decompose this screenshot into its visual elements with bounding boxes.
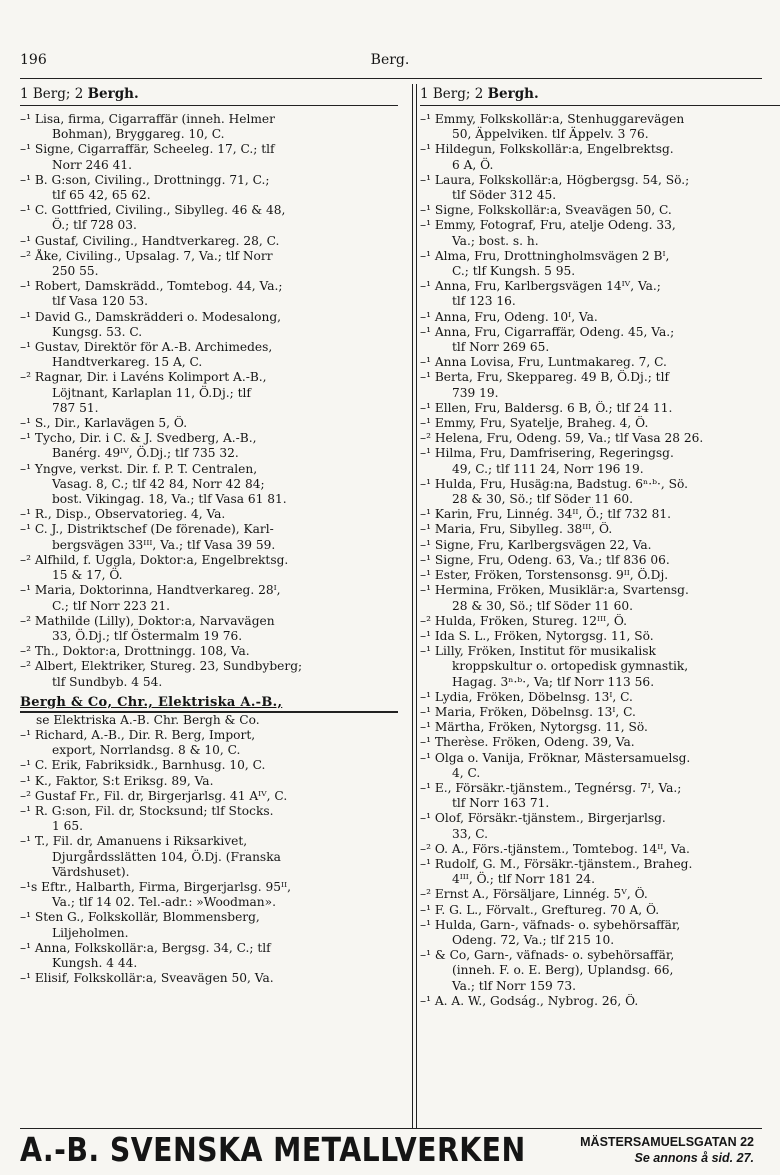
directory-entry	[420, 735, 780, 750]
entry-line: –¹ Ellen, Fru, Baldersg. 6 B, Ö.; tlf 24 11.	[420, 400, 673, 415]
entry-line: –¹ Rudolf, G. M., Försäkr.-tjänstem., Braheg.	[420, 856, 693, 871]
directory-entry	[420, 705, 780, 720]
directory-entry	[420, 477, 780, 507]
right-column	[420, 84, 780, 1009]
directory-entry	[420, 112, 780, 142]
entry-line: –¹ Hulda, Fru, Husäg:na, Badstug. 6ⁿ·ᵇ·, Sö.	[420, 476, 689, 491]
directory-entry	[420, 279, 780, 309]
entry-continuation: tlf Norr 269 65.	[452, 340, 550, 355]
directory-entry	[20, 774, 398, 789]
right-entries	[420, 112, 780, 1009]
directory-entry	[20, 880, 398, 910]
advertiser-address: MÄSTERSAMUELSGATAN 22	[580, 1135, 754, 1149]
column-separator	[412, 84, 413, 1128]
heading-name: Bergh.	[487, 86, 539, 102]
entry-line: –¹ Signe, Folkskollär:a, Sveavägen 50, C.	[420, 203, 672, 218]
entry-continuation: Ö.; tlf 728 03.	[52, 218, 137, 233]
entry-line: –¹ T., Fil. dr, Amanuens i Riksarkivet,	[20, 834, 248, 849]
entry-line: –¹ Signe, Fru, Odeng. 63, Va.; tlf 836 06.	[420, 552, 670, 567]
directory-entry	[420, 401, 780, 416]
directory-entry	[420, 918, 780, 948]
entry-line: –¹ S., Dir., Karlavägen 5, Ö.	[20, 416, 188, 431]
directory-entry	[20, 507, 398, 522]
entry-line: –¹ Laura, Folkskollär:a, Högbergsg. 54, Sö.;	[420, 172, 690, 187]
left-entries	[20, 112, 398, 690]
entry-line: –² Alfhild, f. Uggla, Doktor:a, Engelbrektsg.	[20, 552, 289, 567]
footer-advertisement	[20, 1130, 762, 1168]
directory-entry	[420, 887, 780, 902]
directory-entry	[420, 720, 780, 735]
entry-line: –¹ Ester, Fröken, Torstensonsg. 9ᴵᴵ, Ö.Dj.	[420, 568, 669, 583]
entry-line: –¹ Ida S. L., Fröken, Nytorgsg. 11, Sö.	[420, 628, 654, 643]
entry-line: –¹s Eftr., Halbarth, Firma, Birgerjarlsg. 95ᴵᴵ,	[20, 879, 291, 894]
entry-line: –¹ Anna, Fru, Odeng. 10ᴵ, Va.	[420, 309, 598, 324]
entry-line: –¹ Maria, Fru, Sibylleg. 38ᴵᴵᴵ, Ö.	[420, 522, 613, 537]
directory-entry	[420, 690, 780, 705]
entry-continuation: Va.; tlf Norr 159 73.	[452, 978, 577, 993]
right-column-heading	[420, 84, 780, 106]
entry-line: –² Albert, Elektriker, Stureg. 23, Sundbyberg;	[20, 659, 303, 674]
entry-line: –¹ K., Faktor, S:t Eriksg. 89, Va.	[20, 773, 214, 788]
entry-line: –¹ Elisif, Folkskollär:a, Sveavägen 50, Va.	[20, 971, 274, 986]
heading-prefix: 1 Berg; 2	[420, 86, 484, 102]
directory-entry	[420, 994, 780, 1009]
entry-continuation: Handtverkareg. 15 A, C.	[52, 355, 203, 370]
directory-entry	[20, 583, 398, 613]
entry-line: –¹ Emmy, Folkskollär:a, Stenhuggarevägen	[420, 112, 685, 126]
entry-line: –² Gustaf Fr., Fil. dr, Birgerjarlsg. 41 Aᴵⱽ, C.	[20, 788, 288, 803]
directory-entry	[20, 416, 398, 431]
directory-entry	[20, 910, 398, 940]
entry-line: –¹ Anna, Fru, Cigarraffär, Odeng. 45, Va.;	[420, 324, 675, 339]
footer-rule	[20, 1128, 762, 1129]
directory-entry	[420, 507, 780, 522]
directory-entry	[20, 431, 398, 461]
directory-entry	[20, 234, 398, 249]
entry-continuation: 50, Äppelviken. tlf Äppelv. 3 76.	[452, 127, 649, 142]
entry-line: –¹ Signe, Cigarraffär, Scheeleg. 17, C.; tlf	[20, 142, 275, 157]
directory-entry	[20, 758, 398, 773]
entry-line: –¹ Alma, Fru, Drottningholmsvägen 2 Bᴵ,	[420, 248, 670, 263]
directory-entry	[20, 834, 398, 880]
directory-entry	[420, 203, 780, 218]
entry-continuation: 739 19.	[452, 385, 499, 400]
entry-line: –¹ Emmy, Fru, Syatelje, Braheg. 4, Ö.	[420, 416, 649, 431]
entry-continuation: bergsvägen 33ᴵᴵᴵ, Va.; tlf Vasa 39 59.	[52, 537, 276, 552]
entry-line: –² Ragnar, Dir. i Lavéns Kolimport A.-B.,	[20, 370, 267, 385]
directory-entry	[20, 279, 398, 309]
directory-entry	[420, 522, 780, 537]
entry-line: –¹ Gustav, Direktör för A.-B. Archimedes,	[20, 340, 273, 355]
entry-continuation: 33, Ö.Dj.; tlf Östermalm 19 76.	[52, 628, 243, 643]
running-head: Berg.	[370, 52, 410, 68]
entry-continuation: tlf Vasa 120 53.	[52, 294, 149, 309]
entry-continuation: Kungsg. 53. C.	[52, 324, 143, 339]
entry-line: –¹ Hulda, Garn-, väfnads- o. sybehörsaffär,	[420, 917, 681, 932]
directory-entry	[420, 751, 780, 781]
entry-line: –¹ Lilly, Fröken, Institut för musikalisk	[420, 644, 656, 659]
entry-continuation: 6 A, Ö.	[452, 157, 494, 172]
directory-entry	[20, 728, 398, 758]
heading-prefix: 1 Berg; 2	[20, 86, 84, 102]
entry-continuation: Hagag. 3ⁿ·ᵇ·, Va; tlf Norr 113 56.	[452, 674, 655, 689]
entry-continuation: Banérg. 49ᴵⱽ, Ö.Dj.; tlf 735 32.	[52, 446, 239, 461]
column-separator-inner	[416, 84, 417, 1128]
entry-continuation: tlf Sundbyb. 4 54.	[52, 674, 163, 689]
directory-entry	[20, 789, 398, 804]
directory-entry	[420, 446, 780, 476]
directory-entry	[420, 583, 780, 613]
entry-continuation: (inneh. F. o. E. Berg), Uplandsg. 66,	[452, 963, 674, 978]
entry-line: –¹ B. G:son, Civiling., Drottningg. 71, C.;	[20, 172, 270, 187]
directory-entry	[420, 431, 780, 446]
directory-entry	[420, 173, 780, 203]
entry-line: –¹ C. Erik, Fabriksidk., Barnhusg. 10, C.	[20, 758, 266, 773]
entry-line: –¹ Maria, Doktorinna, Handtverkareg. 28ᴵ,	[20, 583, 281, 598]
entry-line: –¹ Sten G., Folkskollär, Blommensberg,	[20, 910, 260, 925]
entry-line: –² Åke, Civiling., Upsalag. 7, Va.; tlf Norr	[20, 248, 273, 263]
directory-entry	[420, 553, 780, 568]
entry-line: –² O. A., Förs.-tjänstem., Tomtebog. 14ᴵᴵ, Va.	[420, 841, 690, 856]
entry-line: –¹ R., Disp., Observatorieg. 4, Va.	[20, 507, 226, 522]
directory-entry	[420, 218, 780, 248]
entry-line: –¹ Märtha, Fröken, Nytorgsg. 11, Sö.	[420, 720, 648, 735]
directory-entry	[20, 553, 398, 583]
left-column	[20, 84, 398, 986]
advertiser-note: Se annons å sid. 27.	[634, 1151, 754, 1165]
directory-entry	[420, 355, 780, 370]
page-number: 196	[20, 52, 47, 68]
entry-line: –¹ Therèse. Fröken, Odeng. 39, Va.	[420, 735, 635, 750]
directory-entry	[420, 811, 780, 841]
entry-line: –¹ Anna Lovisa, Fru, Luntmakareg. 7, C.	[420, 355, 667, 370]
entry-continuation: 49, C.; tlf 111 24, Norr 196 19.	[452, 461, 644, 476]
entry-line: –¹ C. J., Distriktschef (De förenade), Karl-	[20, 522, 274, 537]
directory-entry	[420, 614, 780, 629]
entry-continuation: Vasag. 8, C.; tlf 42 84, Norr 42 84;	[52, 476, 265, 491]
entry-line: –¹ Maria, Fröken, Döbelnsg. 13ᴵ, C.	[420, 704, 636, 719]
entry-line: –² Helena, Fru, Odeng. 59, Va.; tlf Vasa 28 26.	[420, 431, 704, 446]
left-column-heading	[20, 84, 398, 106]
entry-line: –² Mathilde (Lilly), Doktor:a, Narvavägen	[20, 613, 275, 628]
entry-line: –¹ Anna, Folkskollär:a, Bergsg. 34, C.; tlf	[20, 940, 271, 955]
entry-line: –¹ C. Gottfried, Civiling., Sibylleg. 46 & 48,	[20, 203, 286, 218]
directory-entry	[20, 142, 398, 172]
directory-entry	[420, 644, 780, 690]
header-rule	[20, 78, 762, 79]
directory-entry	[420, 325, 780, 355]
entry-continuation: 1 65.	[52, 819, 84, 834]
entry-line: –¹ Olga o. Vanija, Fröknar, Mästersamuelsg.	[420, 750, 691, 765]
directory-entry	[20, 340, 398, 370]
entry-continuation: 4ᴵᴵᴵ, Ö.; tlf Norr 181 24.	[452, 872, 595, 887]
entry-line: –¹ Hildegun, Folkskollär:a, Engelbrektsg.	[420, 142, 674, 157]
left-entries-continued	[20, 728, 398, 986]
directory-entry	[20, 310, 398, 340]
directory-entry	[20, 462, 398, 508]
entry-line: –¹ E., Försäkr.-tjänstem., Tegnérsg. 7ᴵ, Va.;	[420, 780, 682, 795]
entry-line: –¹ Signe, Fru, Karlbergsvägen 22, Va.	[420, 537, 652, 552]
directory-entry	[420, 416, 780, 431]
entry-continuation: Bohman), Bryggareg. 10, C.	[52, 127, 225, 142]
entry-line: –¹ Hilma, Fru, Damfrisering, Regeringsg.	[420, 446, 674, 461]
directory-entry	[420, 948, 780, 994]
entry-line: –¹ Karin, Fru, Linnég. 34ᴵᴵ, Ö.; tlf 732 81.	[420, 507, 672, 522]
entry-continuation: tlf Norr 163 71.	[452, 796, 550, 811]
directory-entry	[420, 310, 780, 325]
entry-line: –¹ Berta, Fru, Skeppareg. 49 B, Ö.Dj.; tlf	[420, 370, 669, 385]
directory-entry	[20, 804, 398, 834]
entry-continuation: 787 51.	[52, 400, 99, 415]
directory-entry	[20, 659, 398, 689]
advertiser-name: A.-B. SVENSKA METALLVERKEN	[20, 1130, 526, 1169]
entry-continuation: tlf Söder 312 45.	[452, 188, 557, 203]
entry-line: –¹ Olof, Försäkr.-tjänstem., Birgerjarlsg.	[420, 811, 666, 826]
directory-entry	[20, 112, 398, 142]
entry-continuation: C.; tlf Kungsh. 5 95.	[452, 264, 576, 279]
entry-continuation: 28 & 30, Sö.; tlf Söder 11 60.	[452, 598, 634, 613]
directory-entry	[420, 249, 780, 279]
entry-line: –¹ Yngve, verkst. Dir. f. P. T. Centralen,	[20, 461, 258, 476]
directory-entry	[20, 203, 398, 233]
directory-entry	[20, 971, 398, 986]
entry-continuation: Värdshuset).	[52, 864, 130, 879]
directory-entry	[20, 249, 398, 279]
entry-continuation: Va.; tlf 14 02. Tel.-adr.: »Woodman».	[52, 895, 276, 910]
entry-continuation: 15 & 17, Ö.	[52, 568, 123, 583]
directory-entry	[420, 538, 780, 553]
entry-line: –¹ Richard, A.-B., Dir. R. Berg, Import,	[20, 727, 256, 742]
entry-continuation: 28 & 30, Sö.; tlf Söder 11 60.	[452, 492, 634, 507]
entry-continuation: C.; tlf Norr 223 21.	[52, 598, 170, 613]
directory-entry	[20, 644, 398, 659]
directory-entry	[420, 142, 780, 172]
entry-line: –¹ Gustaf, Civiling., Handtverkareg. 28, C.	[20, 233, 280, 248]
entry-continuation: 250 55.	[52, 264, 99, 279]
entry-line: –¹ Lydia, Fröken, Döbelnsg. 13ᴵ, C.	[420, 689, 633, 704]
directory-entry	[420, 842, 780, 857]
directory-entry	[420, 568, 780, 583]
directory-entry	[20, 614, 398, 644]
entry-line: –¹ Lisa, firma, Cigarraffär (inneh. Helmer	[20, 112, 275, 126]
entry-continuation: kroppskultur o. ortopedisk gymnastik,	[452, 659, 689, 674]
entry-continuation: Kungsh. 4 44.	[52, 955, 138, 970]
entry-continuation: Va.; bost. s. h.	[452, 233, 539, 248]
entry-continuation: 4, C.	[452, 765, 481, 780]
entry-continuation: tlf 65 42, 65 62.	[52, 188, 151, 203]
entry-line: –² Th., Doktor:a, Drottningg. 108, Va.	[20, 644, 250, 659]
entry-continuation: Norr 246 41.	[52, 157, 133, 172]
directory-entry	[20, 370, 398, 416]
entry-line: –¹ Anna, Fru, Karlbergsvägen 14ᴵⱽ, Va.;	[420, 279, 661, 294]
directory-entry	[420, 781, 780, 811]
entry-continuation: Löjtnant, Karlaplan 11, Ö.Dj.; tlf	[52, 385, 251, 400]
entry-continuation: bost. Vikingag. 18, Va.; tlf Vasa 61 81.	[52, 492, 287, 507]
entry-continuation: Odeng. 72, Va.; tlf 215 10.	[452, 932, 615, 947]
entry-continuation: Djurgårdsslätten 104, Ö.Dj. (Franska	[52, 849, 281, 864]
entry-line: –¹ & Co, Garn-, väfnads- o. sybehörsaffär,	[420, 948, 675, 963]
heading-name: Bergh.	[87, 86, 139, 102]
directory-entry	[420, 903, 780, 918]
entry-continuation: export, Norrlandsg. 8 & 10, C.	[52, 743, 241, 758]
entry-line: –¹ Emmy, Fotograf, Fru, atelje Odeng. 33,	[420, 218, 676, 233]
directory-entry	[20, 522, 398, 552]
advertiser-address-block	[580, 1134, 754, 1166]
entry-line: –¹ Robert, Damskrädd., Tomtebog. 44, Va.;	[20, 279, 283, 294]
entry-line: –¹ A. A. W., Godság., Nybrog. 26, Ö.	[420, 993, 639, 1008]
entry-line: –¹ David G., Damskrädderi o. Modesalong,	[20, 309, 281, 324]
entry-line: –¹ F. G. L., Förvalt., Greftureg. 70 A, Ö.	[420, 902, 660, 917]
directory-entry	[420, 629, 780, 644]
entry-continuation: Liljeholmen.	[52, 925, 129, 940]
directory-entry	[420, 857, 780, 887]
firm-heading: Bergh & Co, Chr., Elektriska A.-B.,	[20, 694, 283, 710]
entry-line: –¹ R. G:son, Fil. dr, Stocksund; tlf Stocks.	[20, 803, 274, 818]
entry-line: –² Ernst A., Försäljare, Linnég. 5ⱽ, Ö.	[420, 887, 648, 902]
entry-line: –¹ Hermina, Fröken, Musiklär:a, Svartensg.	[420, 583, 689, 598]
directory-entry	[20, 941, 398, 971]
directory-entry	[20, 173, 398, 203]
directory-entry	[420, 370, 780, 400]
entry-continuation: tlf 123 16.	[452, 294, 516, 309]
entry-continuation: 33, C.	[452, 826, 489, 841]
entry-line: –¹ Tycho, Dir. i C. & J. Svedberg, A.-B.,	[20, 431, 257, 446]
entry-line: –² Hulda, Fröken, Stureg. 12ᴵᴵᴵ, Ö.	[420, 613, 628, 628]
firm-reference: se Elektriska A.-B. Chr. Bergh & Co.	[20, 711, 398, 728]
